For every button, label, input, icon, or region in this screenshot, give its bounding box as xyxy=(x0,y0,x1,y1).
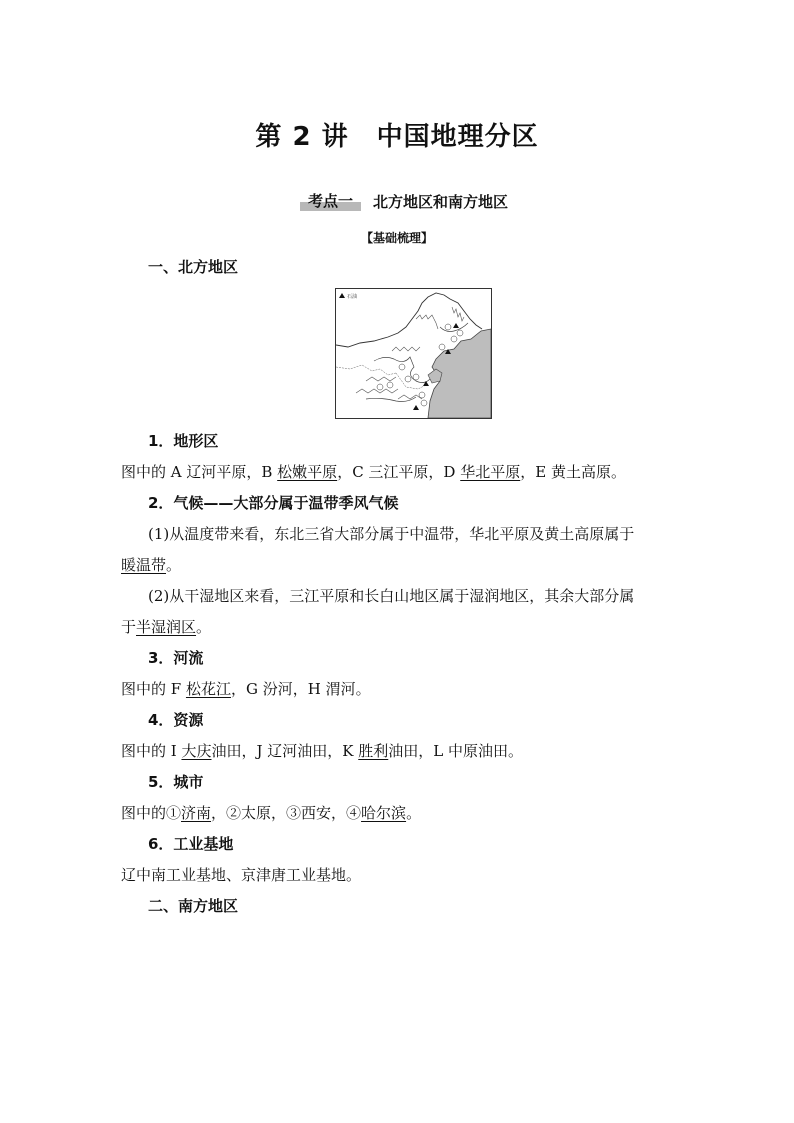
terrain-text: 图中的 A 辽河平原，B 松嫩平原，C 三江平原，D 华北平原，E 黄土高原。 xyxy=(121,463,626,481)
cities-text: 图中的①济南，②太原，③西安，④哈尔滨。 xyxy=(121,804,422,822)
page-title xyxy=(0,116,794,153)
heading-cities: 5．城市 xyxy=(148,773,204,791)
heading-terrain: 1．地形区 xyxy=(148,432,219,450)
heading-industry: 6．工业基地 xyxy=(148,835,234,853)
kaodian-label: 考点一 xyxy=(300,191,361,211)
climate-text-1a: (1)从温度带来看，东北三省大部分属于中温带，华北平原及黄土高原属于 xyxy=(148,525,635,543)
climate-text-1b: 暖温带。 xyxy=(121,556,182,574)
resources-text: 图中的 I 大庆油田，J 辽河油田，K 胜利油田，L 中原油田。 xyxy=(121,742,523,760)
climate-text-2a: (2)从干湿地区来看，三江平原和长白山地区属于湿润地区，其余大部分属 xyxy=(148,587,635,605)
heading-resources: 4．资源 xyxy=(148,711,204,729)
map-graphic xyxy=(336,289,491,418)
section-tag: 【基础梳理】 xyxy=(360,231,433,245)
section-heading-north: 一、北方地区 xyxy=(148,258,239,276)
section-heading-south: 二、南方地区 xyxy=(148,897,239,915)
rivers-text: 图中的 F 松花江，G 汾河，H 渭河。 xyxy=(121,680,371,698)
industry-text: 辽中南工业基地、京津唐工业基地。 xyxy=(121,866,362,884)
climate-text-2b: 于半湿润区。 xyxy=(121,618,212,636)
title-lesson: 第 2 讲 xyxy=(255,122,349,152)
map-legend-label: 石油 xyxy=(347,294,358,300)
north-region-map xyxy=(335,288,492,419)
heading-climate: 2．气候——大部分属于温带季风气候 xyxy=(148,494,399,512)
kaodian-title: 北方地区和南方地区 xyxy=(373,192,509,211)
title-topic: 中国地理分区 xyxy=(376,122,539,152)
kaodian-header xyxy=(300,190,508,212)
heading-rivers: 3．河流 xyxy=(148,649,204,667)
